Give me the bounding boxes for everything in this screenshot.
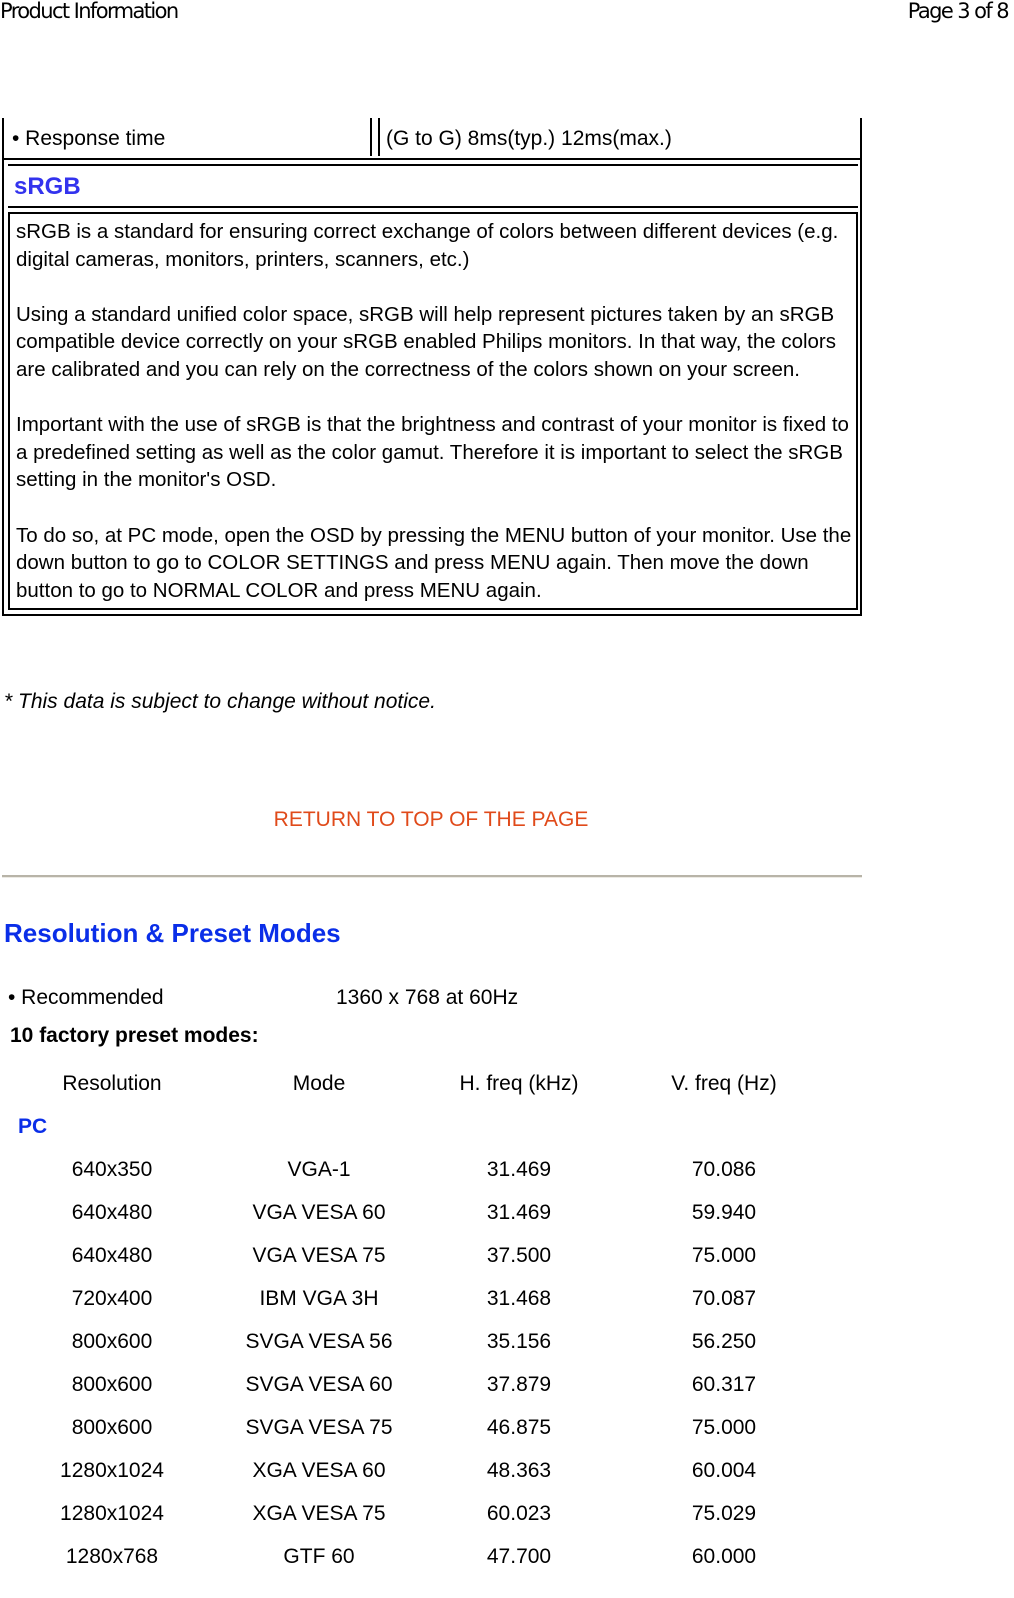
cell-mode: SVGA VESA 56	[245, 1329, 393, 1353]
srgb-paragraph: sRGB is a standard for ensuring correct exchange of colors between different devices (e.g. digital cameras, monitors, printers, scanners, etc.)	[16, 220, 839, 271]
cell-resolution: 800x600	[71, 1415, 153, 1439]
page-number: Page 3 of 8	[907, 0, 1008, 23]
cell-hfreq: 31.468	[486, 1286, 552, 1310]
response-time-row	[4, 118, 860, 160]
print-header	[0, 0, 1014, 24]
cell-resolution: 640x350	[71, 1157, 153, 1181]
srgb-description	[8, 212, 858, 610]
srgb-paragraph: Using a standard unified color space, sRGB will help represent pictures taken by an sRGB compatible device correctly on your sRGB enabled Philips monitors. In that way, the colors are calibrated and you can rely on the correctness of the colors shown on your screen.	[16, 302, 836, 381]
section-divider	[2, 875, 862, 878]
cell-resolution: 800x600	[71, 1329, 153, 1353]
cell-hfreq: 31.469	[486, 1157, 552, 1181]
cell-vfreq: 70.086	[691, 1157, 757, 1181]
header-title: Product Information	[0, 0, 178, 23]
cell-resolution: 720x400	[71, 1286, 153, 1310]
cell-resolution: 1280x1024	[60, 1501, 164, 1525]
group-label-pc: PC	[18, 1114, 48, 1138]
column-header: Mode	[292, 1071, 346, 1095]
section-title: Resolution & Preset Modes	[4, 918, 341, 948]
cell-hfreq: 35.156	[486, 1329, 552, 1353]
group-row	[10, 1105, 834, 1148]
cell-hfreq: 46.875	[486, 1415, 552, 1439]
cell-hfreq: 37.879	[486, 1372, 552, 1396]
column-header: Resolution	[62, 1071, 162, 1095]
table-row	[10, 1492, 834, 1535]
cell-vfreq: 70.087	[691, 1286, 757, 1310]
cell-hfreq: 31.469	[486, 1200, 552, 1224]
table-row	[10, 1320, 834, 1363]
table-row	[10, 1363, 834, 1406]
cell-mode: VGA VESA 75	[252, 1243, 386, 1267]
cell-vfreq: 59.940	[691, 1200, 757, 1224]
table-row	[10, 1406, 834, 1449]
preset-modes-table	[10, 1062, 834, 1578]
cell-hfreq: 48.363	[486, 1458, 552, 1482]
cell-vfreq: 60.000	[691, 1544, 757, 1568]
return-to-top-link[interactable]: RETURN TO TOP OF THE PAGE	[273, 808, 589, 831]
cell-mode: SVGA VESA 75	[245, 1415, 393, 1439]
recommended-value: 1360 x 768 at 60Hz	[336, 986, 519, 1009]
table-row	[10, 1148, 834, 1191]
response-time-value: (G to G) 8ms(typ.) 12ms(max.)	[378, 118, 858, 156]
cell-mode: XGA VESA 60	[252, 1458, 386, 1482]
recommended-label: • Recommended	[8, 986, 164, 1009]
cell-vfreq: 75.000	[691, 1243, 757, 1267]
cell-mode: VGA VESA 60	[252, 1200, 386, 1224]
cell-hfreq: 37.500	[486, 1243, 552, 1267]
table-header-row	[10, 1062, 834, 1105]
cell-resolution: 800x600	[71, 1372, 153, 1396]
cell-mode: SVGA VESA 60	[245, 1372, 393, 1396]
cell-resolution: 640x480	[71, 1243, 153, 1267]
change-notice: * This data is subject to change without notice.	[4, 690, 436, 713]
cell-mode: VGA-1	[287, 1157, 351, 1181]
table-row	[10, 1535, 834, 1578]
cell-mode: GTF 60	[283, 1544, 355, 1568]
response-time-label: • Response time	[8, 118, 372, 156]
table-row	[10, 1449, 834, 1492]
cell-hfreq: 60.023	[486, 1501, 552, 1525]
cell-mode: IBM VGA 3H	[259, 1286, 379, 1310]
table-row	[10, 1277, 834, 1320]
cell-resolution: 1280x1024	[60, 1458, 164, 1482]
table-row	[10, 1234, 834, 1277]
cell-vfreq: 60.004	[691, 1458, 757, 1482]
cell-resolution: 640x480	[71, 1200, 153, 1224]
column-header: V. freq (Hz)	[671, 1071, 777, 1095]
srgb-heading: sRGB	[8, 164, 858, 208]
spec-table	[2, 118, 862, 616]
column-header: H. freq (kHz)	[459, 1071, 579, 1095]
table-row	[10, 1191, 834, 1234]
srgb-paragraph: To do so, at PC mode, open the OSD by pressing the MENU button of your monitor. Use the down button to go to COLOR SETTINGS and press MENU again. Then move the down button to go to NORMAL COLOR and press MENU again.	[16, 523, 852, 602]
cell-hfreq: 47.700	[486, 1544, 552, 1568]
srgb-paragraph: Important with the use of sRGB is that the brightness and contrast of your monitor is fixed to a predefined setting as well as the color gamut. Therefore it is important to select the sRGB setting in the monitor's OSD.	[16, 413, 849, 492]
cell-vfreq: 56.250	[691, 1329, 757, 1353]
cell-vfreq: 60.317	[691, 1372, 757, 1396]
cell-mode: XGA VESA 75	[252, 1501, 386, 1525]
cell-vfreq: 75.000	[691, 1415, 757, 1439]
cell-vfreq: 75.029	[691, 1501, 757, 1525]
factory-modes-label: 10 factory preset modes:	[10, 1024, 259, 1047]
cell-resolution: 1280x768	[65, 1544, 159, 1568]
